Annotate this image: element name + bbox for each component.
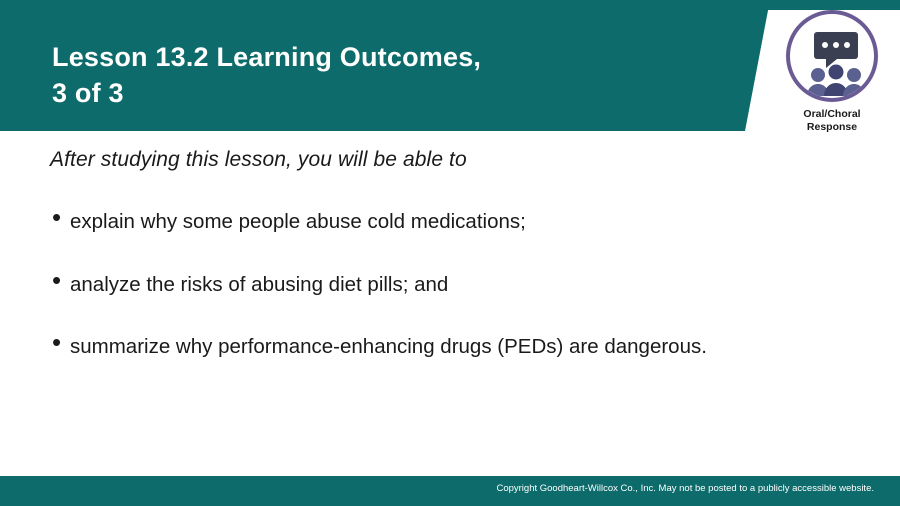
- badge-label-line-2: Response: [806, 121, 858, 134]
- list-item-label: analyze the risks of abusing diet pills; and: [70, 272, 449, 296]
- bullet-marker-icon: •: [52, 327, 62, 358]
- slide-footer-band: [0, 476, 900, 506]
- bullet-marker-icon: •: [52, 202, 62, 232]
- page-title-line-2: 3 of 3: [52, 77, 124, 108]
- copyright-notice: Copyright Goodheart-Willcox Co., Inc. May not be posted to a publicly accessible website.: [496, 483, 874, 494]
- bullet-marker-icon: •: [52, 264, 62, 295]
- list-item: [50, 202, 810, 237]
- oral-choral-response-badge: [782, 10, 882, 134]
- list-item: [50, 264, 810, 300]
- list-item-label: explain why some people abuse cold medications;: [70, 210, 526, 233]
- slide-body: [0, 131, 900, 476]
- page-title: [52, 40, 712, 111]
- badge-circle: [786, 10, 878, 102]
- list-item-label: summarize why performance-enhancing drugs (PEDs) are dangerous.: [70, 335, 707, 359]
- intro-text: After studying this lesson, you will be able to: [50, 148, 467, 171]
- learning-outcomes-list: [50, 202, 850, 362]
- slide-header-band: [0, 0, 900, 131]
- page-title-line-1: Lesson 13.2 Learning Outcomes,: [52, 42, 482, 72]
- list-item: [50, 327, 810, 362]
- badge-label-line-1: Oral/Choral: [803, 108, 861, 120]
